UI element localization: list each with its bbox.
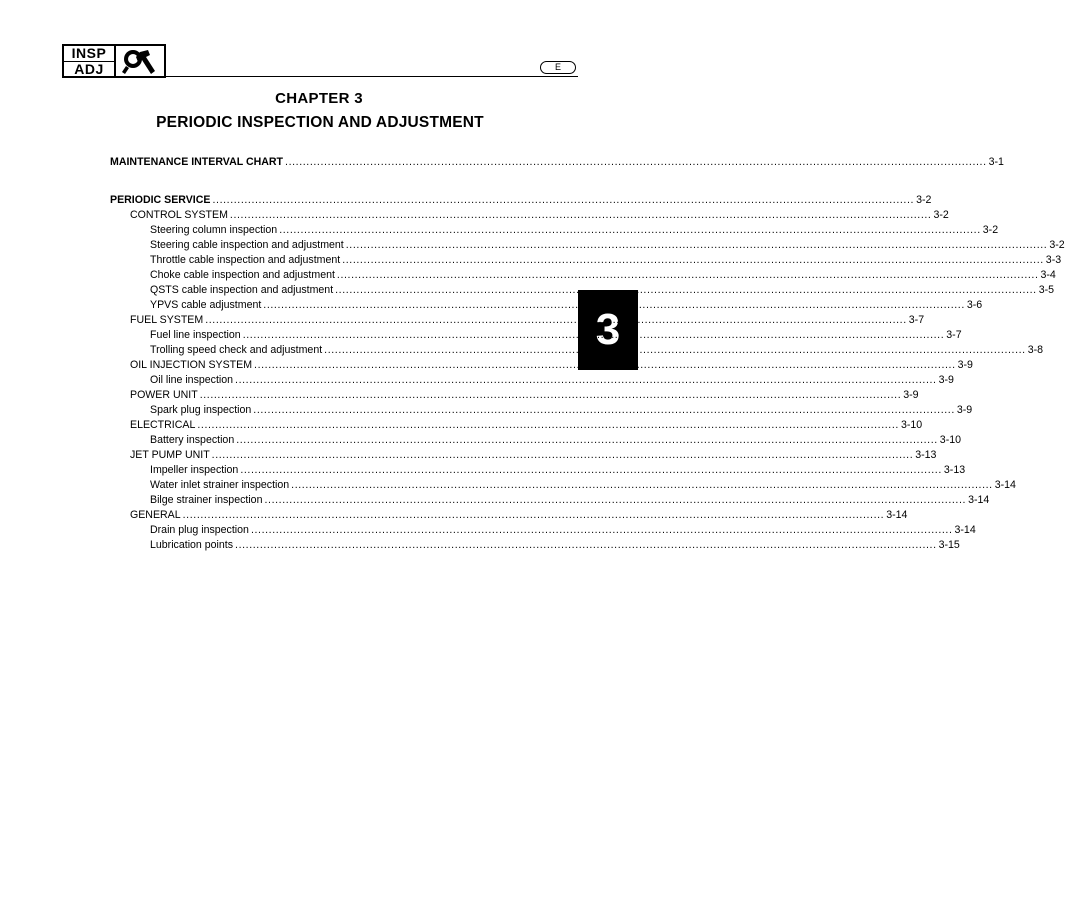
- toc-entry[interactable]: [150, 404, 973, 417]
- toc-leader-dots: ......................................................................................................................................................................................................: [263, 299, 965, 311]
- toc-entry-page: 3-14: [968, 494, 990, 506]
- toc-leader-dots: ......................................................................................................................................................................................................: [235, 539, 937, 551]
- toc-entry-page: 3-5: [1038, 284, 1055, 296]
- toc-entry[interactable]: [150, 479, 1016, 492]
- toc-entry-label: Steering column inspection: [150, 224, 278, 236]
- wrench-and-magnifier-icon: [116, 46, 164, 76]
- toc-leader-dots: ......................................................................................................................................................................................................: [242, 329, 945, 341]
- toc-entry[interactable]: [150, 239, 1065, 252]
- toc-leader-dots: ......................................................................................................................................................................................................: [336, 269, 1039, 281]
- toc-entry[interactable]: [150, 299, 983, 312]
- toc-leader-dots: ......................................................................................................................................................................................................: [342, 254, 1044, 266]
- toc-leader-dots: ......................................................................................................................................................................................................: [324, 344, 1026, 356]
- toc-entry-page: 3-1: [988, 156, 1004, 168]
- toc-entry[interactable]: [130, 419, 923, 432]
- toc-entry-label: Battery inspection: [150, 434, 235, 446]
- toc-entry-page: 3-9: [938, 374, 954, 386]
- toc-leader-dots: ......................................................................................................................................................................................................: [254, 359, 956, 371]
- toc-entry-label: Lubrication points: [150, 539, 234, 551]
- toc-entry-page: 3-10: [900, 419, 923, 431]
- toc-entry-page: 3-10: [939, 434, 961, 446]
- toc-leader-dots: ......................................................................................................................................................................................................: [235, 374, 937, 386]
- toc-leader-dots: ......................................................................................................................................................................................................: [291, 479, 993, 491]
- toc-entry-page: 3-9: [957, 359, 973, 371]
- toc-leader-dots: ......................................................................................................................................................................................................: [229, 209, 932, 221]
- toc-leader-dots: ......................................................................................................................................................................................................: [212, 194, 915, 206]
- toc-entry-label: MAINTENANCE INTERVAL CHART: [110, 156, 284, 168]
- toc-entry-label: ELECTRICAL: [130, 419, 196, 431]
- chapter-title: PERIODIC INSPECTION AND ADJUSTMENT: [156, 114, 484, 131]
- toc-entry-label: Drain plug inspection: [150, 524, 249, 536]
- toc-entry-page: 3-13: [943, 464, 966, 476]
- toc-entry-label: Oil line inspection: [150, 374, 234, 386]
- toc-entry-label: JET PUMP UNIT: [130, 449, 210, 461]
- toc-entry[interactable]: [130, 314, 925, 327]
- toc-entry-label: CONTROL SYSTEM: [130, 209, 228, 221]
- toc-leader-dots: ......................................................................................................................................................................................................: [285, 156, 987, 168]
- toc-leader-dots: ......................................................................................................................................................................................................: [250, 524, 953, 536]
- toc-entry[interactable]: [150, 524, 976, 537]
- toc-entry-label: POWER UNIT: [130, 389, 198, 401]
- toc-entry[interactable]: [110, 194, 932, 207]
- toc-entry-label: Water inlet strainer inspection: [150, 479, 290, 491]
- toc-entry-label: GENERAL: [130, 509, 181, 521]
- toc-entry-label: Impeller inspection: [150, 464, 239, 476]
- toc-leader-dots: ......................................................................................................................................................................................................: [197, 419, 899, 431]
- toc-entry-label: PERIODIC SERVICE: [110, 194, 211, 206]
- toc-entry[interactable]: [150, 344, 1044, 357]
- toc-entry[interactable]: [150, 539, 960, 552]
- toc-entry-page: 3-4: [1040, 269, 1056, 281]
- toc-entry[interactable]: [130, 389, 919, 402]
- toc-entry-label: OIL INJECTION SYSTEM: [130, 359, 253, 371]
- toc-entry[interactable]: [150, 464, 966, 477]
- badge-text-block: [64, 46, 116, 76]
- header-rule: [166, 76, 578, 77]
- toc-leader-dots: ......................................................................................................................................................................................................: [335, 284, 1037, 296]
- toc-leader-dots: ......................................................................................................................................................................................................: [182, 509, 885, 521]
- toc-entry[interactable]: [150, 269, 1056, 282]
- toc-entry-page: 3-15: [938, 539, 960, 551]
- toc-entry-page: 3-14: [994, 479, 1016, 491]
- toc-entry-page: 3-7: [908, 314, 925, 326]
- toc-entry-label: Spark plug inspection: [150, 404, 252, 416]
- toc-leader-dots: ......................................................................................................................................................................................................: [264, 494, 967, 506]
- toc-entry[interactable]: [150, 434, 961, 447]
- toc-entry-label: Steering cable inspection and adjustment: [150, 239, 344, 251]
- toc-leader-dots: ......................................................................................................................................................................................................: [205, 314, 907, 326]
- toc-entry-page: 3-2: [1049, 239, 1065, 251]
- toc-entry-label: Choke cable inspection and adjustment: [150, 269, 335, 281]
- toc-leader-dots: ......................................................................................................................................................................................................: [279, 224, 981, 236]
- toc-entry-page: 3-8: [1027, 344, 1044, 356]
- toc-entry-page: 3-2: [933, 209, 949, 221]
- toc-entry-label: QSTS cable inspection and adjustment: [150, 284, 334, 296]
- toc-entry[interactable]: [130, 509, 908, 522]
- toc-entry-page: 3-13: [915, 449, 937, 461]
- toc-entry[interactable]: [150, 374, 954, 387]
- toc-leader-dots: ......................................................................................................................................................................................................: [345, 239, 1048, 251]
- toc-entry-label: FUEL SYSTEM: [130, 314, 204, 326]
- toc-leader-dots: ......................................................................................................................................................................................................: [199, 389, 902, 401]
- toc-entry-label: Bilge strainer inspection: [150, 494, 263, 506]
- badge-line-insp: INSP: [64, 46, 114, 62]
- toc-entry[interactable]: [150, 254, 1062, 267]
- toc-entry-page: 3-9: [903, 389, 919, 401]
- toc-leader-dots: ......................................................................................................................................................................................................: [211, 449, 914, 461]
- chapter-label: CHAPTER 3: [275, 90, 363, 107]
- toc-entry-page: 3-9: [956, 404, 973, 416]
- toc-entry-page: 3-7: [946, 329, 962, 341]
- badge-line-adj: ADJ: [74, 61, 104, 77]
- toc-entry-label: Throttle cable inspection and adjustment: [150, 254, 341, 266]
- toc-entry[interactable]: [150, 284, 1055, 297]
- language-badge: E: [540, 61, 576, 74]
- toc-entry[interactable]: [150, 494, 990, 507]
- toc-leader-dots: ......................................................................................................................................................................................................: [253, 404, 955, 416]
- toc-entry-label: Fuel line inspection: [150, 329, 241, 341]
- toc-entry[interactable]: [130, 209, 949, 222]
- toc-entry[interactable]: [110, 156, 1004, 169]
- toc-entry-page: 3-6: [966, 299, 983, 311]
- toc-entry[interactable]: [130, 359, 973, 372]
- section-badge: [62, 44, 166, 78]
- toc-leader-dots: ......................................................................................................................................................................................................: [236, 434, 938, 446]
- toc-leader-dots: ......................................................................................................................................................................................................: [240, 464, 942, 476]
- toc-entry-page: 3-2: [916, 194, 932, 206]
- toc-entry-label: Trolling speed check and adjustment: [150, 344, 323, 356]
- toc-entry[interactable]: [150, 329, 962, 342]
- toc-entry-page: 3-14: [886, 509, 908, 521]
- toc-entry[interactable]: [130, 449, 937, 462]
- toc-entry-label: YPVS cable adjustment: [150, 299, 262, 311]
- toc-entry-page: 3-3: [1045, 254, 1062, 266]
- toc-entry[interactable]: [150, 224, 999, 237]
- toc-entry-page: 3-2: [982, 224, 999, 236]
- toc-entry-page: 3-14: [954, 524, 976, 536]
- chapter-tab: 3: [578, 290, 638, 370]
